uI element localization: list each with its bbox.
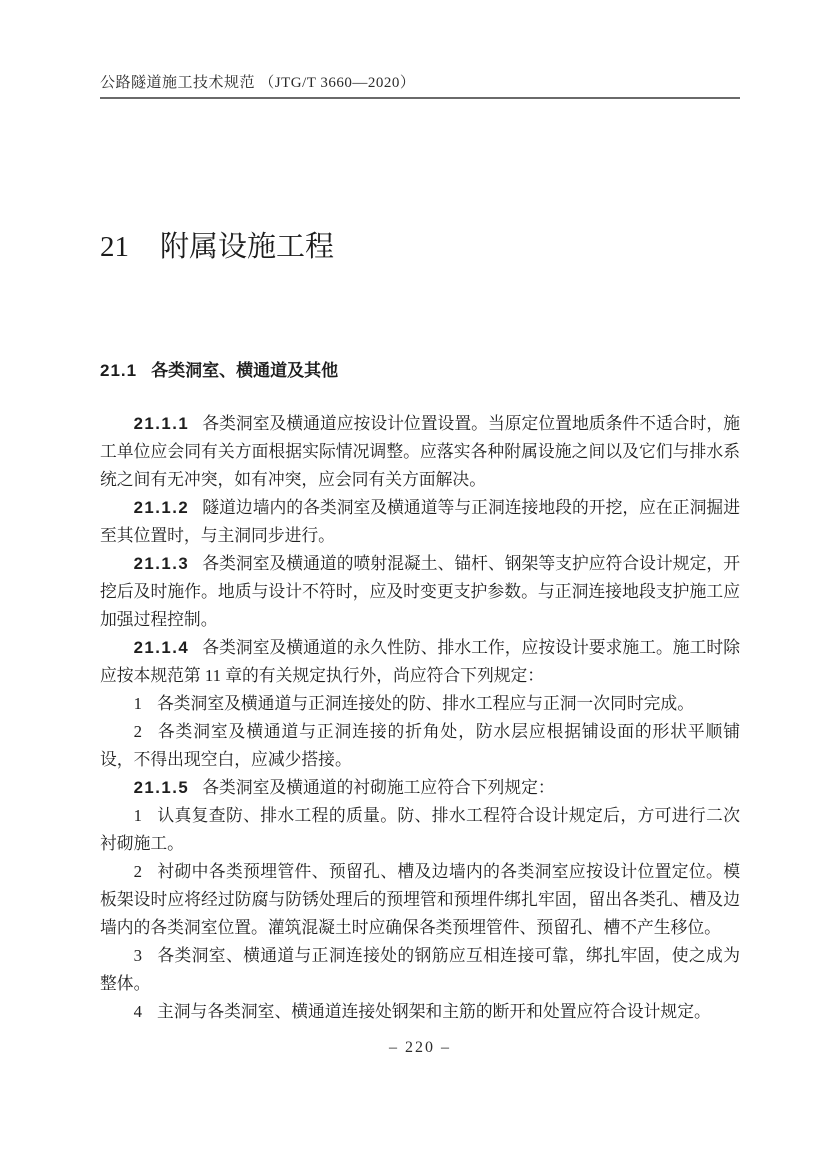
list-item xyxy=(100,690,740,718)
page-header xyxy=(100,74,740,99)
clause-paragraph xyxy=(100,634,740,690)
section-number: 21.1 xyxy=(100,361,138,380)
item-text: 主洞与各类洞室、横通道连接处钢架和主筋的断开和处置应符合设计规定。 xyxy=(156,1002,711,1021)
item-text: 衬砌中各类预埋管件、预留孔、槽及边墙内的各类洞室应按设计位置定位。模板架设时应将经过防腐与防锈处理后的预埋管和预埋件绑扎牢固，留出各类孔、槽及边墙内的各类洞室位置。灌筑混凝土时应确保各类预埋管件、预留孔、槽不产生移位。 xyxy=(100,862,740,937)
header-rule xyxy=(100,97,740,99)
clause-number: 21.1.5 xyxy=(133,778,190,797)
clause-number: 21.1.3 xyxy=(133,554,190,573)
list-item xyxy=(100,942,740,998)
page-number: – 220 – xyxy=(389,1039,451,1056)
item-number: 2 xyxy=(133,722,142,741)
clause-text: 各类洞室及横通道应按设计位置设置。当原定位置地质条件不适合时，施工单位应会同有关方面根据实际情况调整。应落实各种附属设施之间以及它们与排水系统之间有无冲突，如有冲突，应会同有关方面解决。 xyxy=(100,414,740,489)
list-item xyxy=(100,802,740,858)
clause-paragraph xyxy=(100,494,740,550)
clause-number: 21.1.2 xyxy=(133,498,190,517)
item-number: 4 xyxy=(133,1002,142,1021)
item-number: 2 xyxy=(133,862,142,881)
chapter-title: 附属设施工程 xyxy=(160,231,335,263)
running-header-title: 公路隧道施工技术规范 （JTG/T 3660—2020） xyxy=(100,75,416,91)
item-text: 各类洞室及横通道与正洞连接处的防、排水工程应与正洞一次同时完成。 xyxy=(156,694,694,713)
clause-paragraph xyxy=(100,410,740,494)
clause-number: 21.1.1 xyxy=(133,414,190,433)
section-title: 各类洞室、横通道及其他 xyxy=(151,361,339,380)
item-text: 各类洞室、横通道与正洞连接处的钢筋应互相连接可靠，绑扎牢固，使之成为整体。 xyxy=(100,946,740,993)
clause-number: 21.1.4 xyxy=(133,638,190,657)
list-item xyxy=(100,718,740,774)
chapter-heading xyxy=(100,230,740,264)
clause-text: 各类洞室及横通道的永久性防、排水工作，应按设计要求施工。施工时除应按本规范第 11 章的有关规定执行外，尚应符合下列规定： xyxy=(100,638,740,685)
clause-paragraph xyxy=(100,550,740,634)
item-number: 1 xyxy=(133,806,142,825)
clause-text: 隧道边墙内的各类洞室及横通道等与正洞连接地段的开挖，应在正洞掘进至其位置时，与主洞同步进行。 xyxy=(100,498,740,545)
chapter-number: 21 xyxy=(100,231,129,263)
clause-text: 各类洞室及横通道的喷射混凝土、锚杆、钢架等支护应符合设计规定，开挖后及时施作。地质与设计不符时，应及时变更支护参数。与正洞连接地段支护施工应加强过程控制。 xyxy=(100,554,740,629)
item-text: 认真复查防、排水工程的质量。防、排水工程符合设计规定后，方可进行二次衬砌施工。 xyxy=(100,806,740,853)
clause-text: 各类洞室及横通道的衬砌施工应符合下列规定： xyxy=(202,778,555,797)
item-number: 1 xyxy=(133,694,142,713)
item-text: 各类洞室及横通道与正洞连接的折角处，防水层应根据铺设面的形状平顺铺设，不得出现空白，应减少搭接。 xyxy=(100,722,740,769)
page-footer xyxy=(100,1039,740,1057)
body-text xyxy=(100,410,740,1026)
list-item xyxy=(100,998,740,1026)
list-item xyxy=(100,858,740,942)
clause-paragraph xyxy=(100,774,740,802)
item-number: 3 xyxy=(133,946,142,965)
section-heading xyxy=(100,360,740,382)
